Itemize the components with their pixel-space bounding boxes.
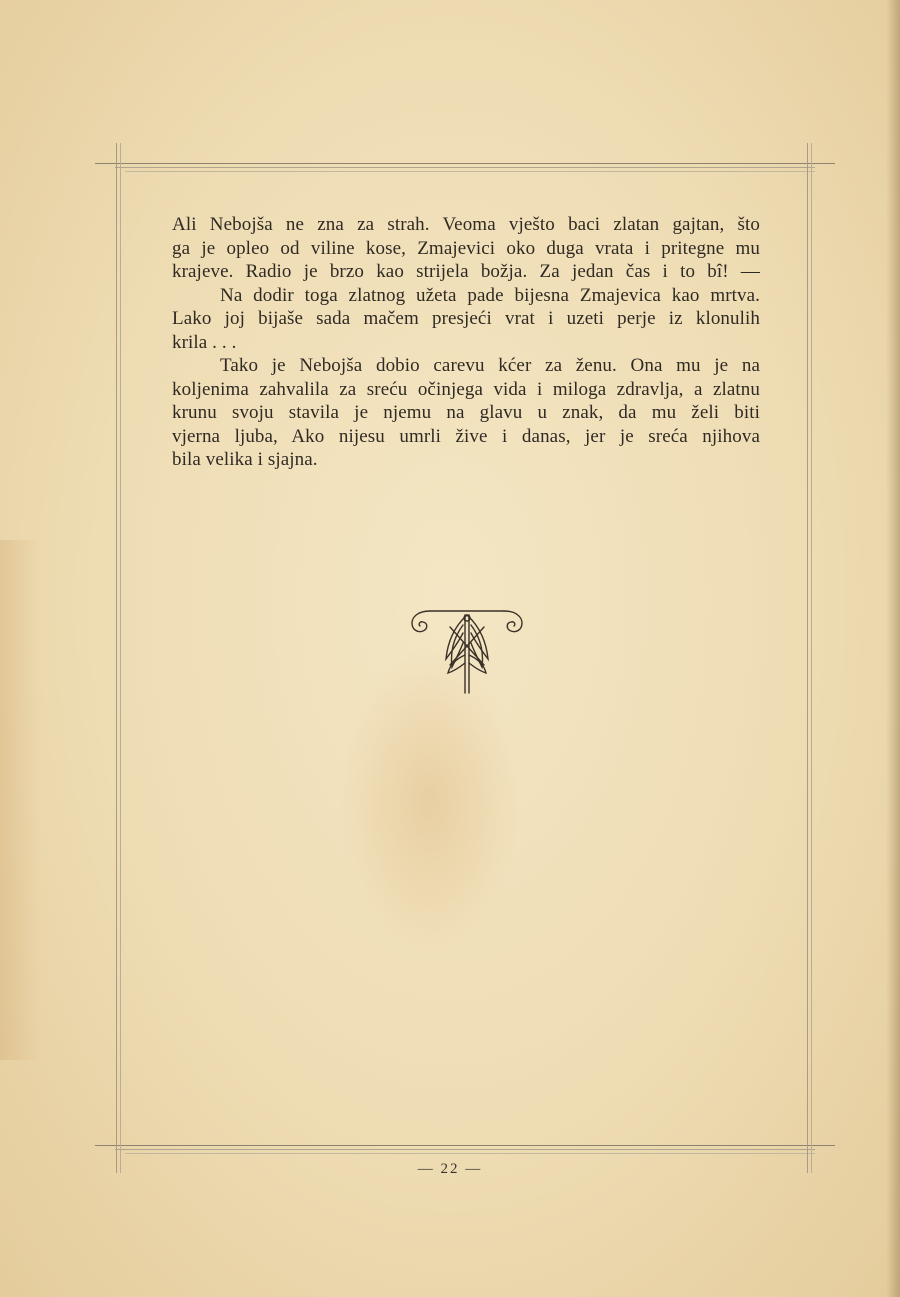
paragraph-3-line-2: koljenima zahvalila za sreću očinjega vida i miloga zdravlja, a zlatnu xyxy=(172,378,760,400)
frame-right-rule-inner xyxy=(811,143,812,1173)
paragraph-1-line-3: krajeve. Radio je brzo kao strijela božja. Za jedan čas i to bî! — xyxy=(172,261,760,282)
frame-top-rule-inner xyxy=(115,167,815,168)
paragraph-3-line-3: krunu svoju stavila je njemu na glavu u znak, da mu želi biti xyxy=(172,402,760,423)
page-number: — 22 — xyxy=(417,1161,483,1177)
frame-left-rule xyxy=(116,143,117,1173)
frame-bottom-rule-inner xyxy=(115,1149,815,1150)
frame-top-rule-thin xyxy=(125,171,815,172)
page-edge-shadow xyxy=(886,0,900,1297)
frame-top-rule xyxy=(95,163,835,164)
paragraph-2-line-1: Na dodir toga zlatnog užeta pade bijesna Zmajevica kao mrtva. xyxy=(220,284,760,306)
paragraph-2-line-3: krila . . . xyxy=(172,331,237,353)
frame-bottom-rule-thin xyxy=(125,1153,815,1154)
frame-left-rule-inner xyxy=(120,143,121,1173)
paragraph-2-line-2: Lako joj bijaše sada mačem presjeći vrat i uzeti perje iz klonulih xyxy=(172,308,760,329)
palmette-scroll-ornament-icon xyxy=(408,603,526,695)
paragraph-1-line-2: ga je opleo od viline kose, Zmajevici oko duga vrata i pritegne mu xyxy=(172,237,760,259)
paragraph-3-line-4: vjerna ljuba, Ako nijesu umrli žive i danas, jer je sreća njihova xyxy=(172,425,760,447)
page-stain xyxy=(0,540,40,1060)
paragraph-3-line-1: Tako je Nebojša dobio carevu kćer za ženu. Ona mu je na xyxy=(220,355,760,376)
story-text xyxy=(172,213,760,472)
paragraph-3-line-5: bila velika i sjajna. xyxy=(172,449,318,470)
paragraph-1-line-1: Ali Nebojša ne zna za strah. Veoma vješto baci zlatan gajtan, što xyxy=(172,214,760,235)
frame-bottom-rule xyxy=(95,1145,835,1146)
frame-right-rule xyxy=(807,143,808,1173)
